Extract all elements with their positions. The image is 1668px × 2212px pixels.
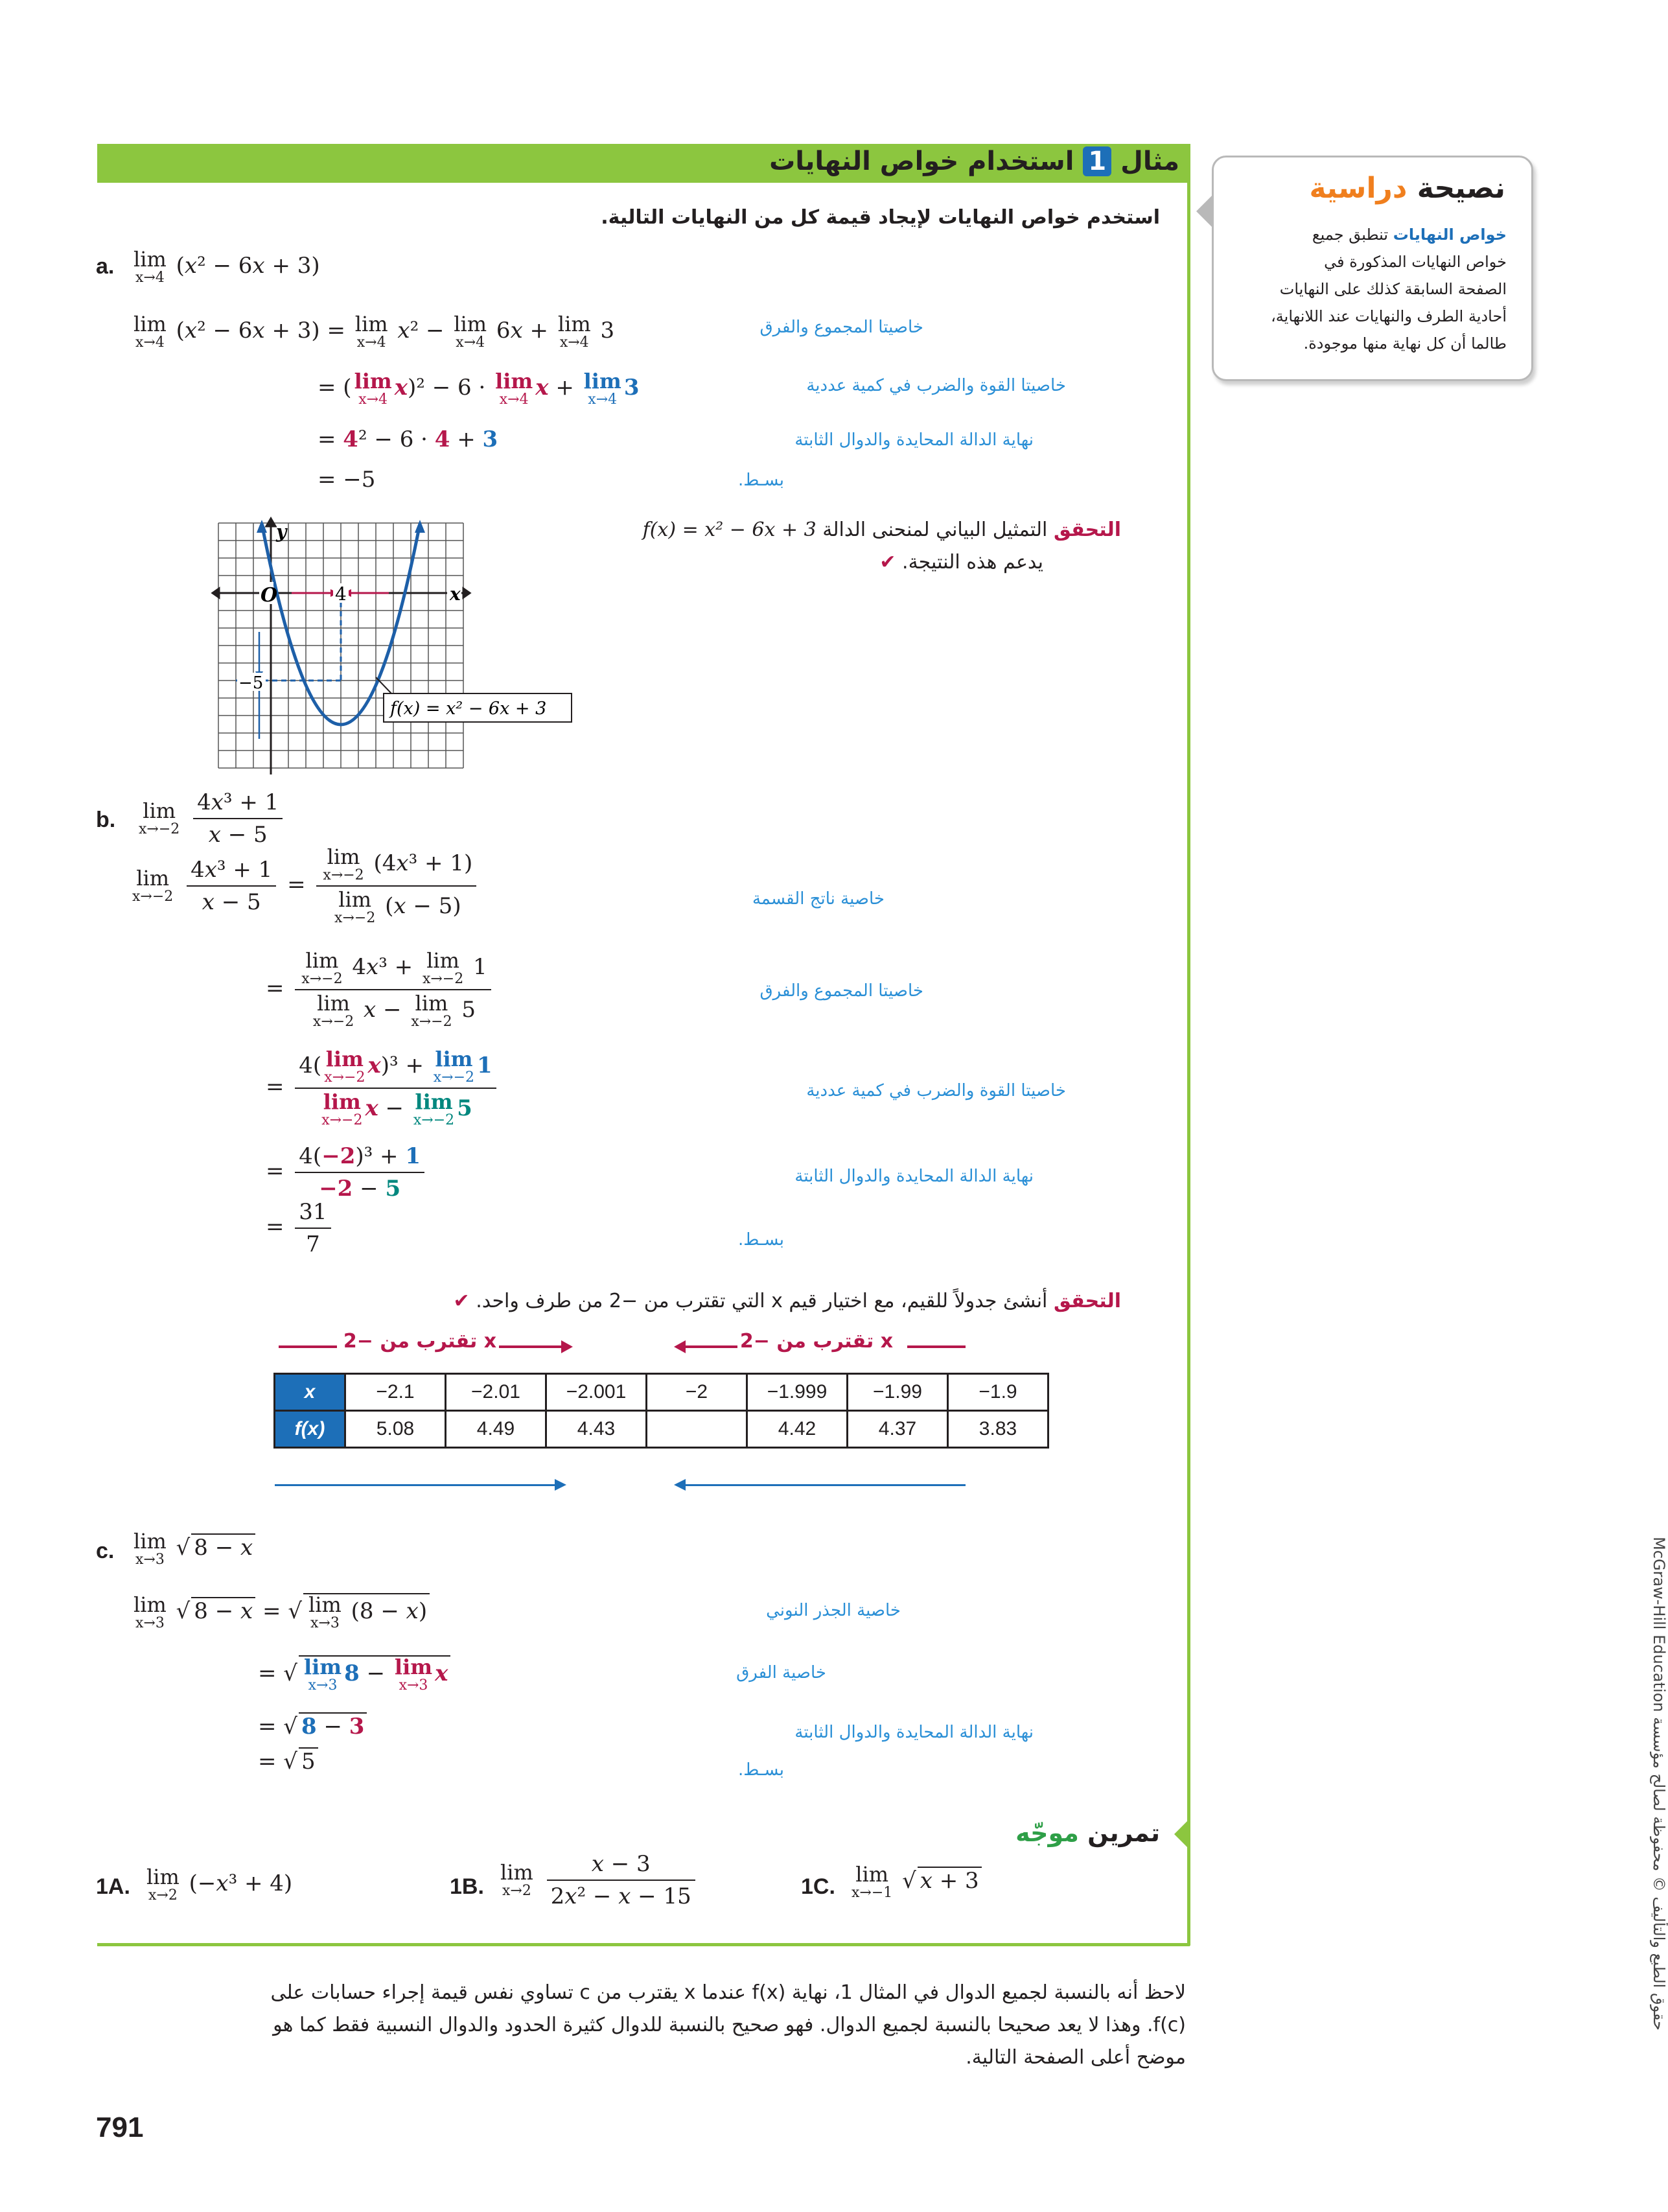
example-right-border — [1187, 144, 1190, 1946]
exercise-1c: lim x→−1 √ x + 3 — [849, 1864, 982, 1900]
part-b-problem: lim x→−2 $\frac{\text{4x³ + 1}}{x - 5}$ — [136, 789, 286, 848]
approach-left-arrowhead — [561, 1340, 573, 1353]
tick-4-label: 4 — [335, 583, 347, 605]
approach-left-line-a — [279, 1345, 337, 1348]
part-c-reason-4: بسـط. — [738, 1760, 784, 1780]
part-b-reason-1: خاصية ناتج القسمة — [752, 889, 885, 909]
parabola-right-arrow — [415, 520, 425, 533]
part-c-step-3: = √ 8 − 3 — [258, 1712, 367, 1740]
guided-practice-marker — [1174, 1820, 1188, 1848]
approach-right-arrowhead — [674, 1340, 686, 1353]
part-c-problem: lim x→3 √ 8 − x — [131, 1531, 255, 1567]
approach-left-line-b — [499, 1345, 564, 1348]
part-c-step-1: lim x→3 √ 8 − x = √ lim x→3 (8 − x) — [131, 1593, 430, 1631]
approach-right-label: x تقترب من −2 — [739, 1330, 894, 1353]
study-tip-title: نصيحة دراسية — [1309, 172, 1505, 205]
part-b-reason-3: خاصيتا القوة والضرب في كمية عددية — [806, 1081, 1066, 1100]
table-cell: 4.37 — [848, 1411, 948, 1448]
table-cell: 4.43 — [546, 1411, 647, 1448]
part-a-problem: lim x→4 (x² − 6x + 3) — [133, 247, 320, 286]
table-cell: 4.42 — [747, 1411, 848, 1448]
part-b-label: b. — [96, 808, 116, 832]
exercise-1a: lim x→2 (−x³ + 4) — [146, 1865, 293, 1903]
x-axis-label: x — [450, 583, 461, 605]
graph-grid — [218, 523, 463, 768]
values-table — [273, 1373, 1049, 1449]
check-mark-icon: ✔ — [453, 1290, 470, 1312]
table-cell: −2 — [647, 1374, 747, 1411]
approach-bottom-left-arrowhead — [555, 1479, 566, 1491]
table-cell: −2.001 — [546, 1374, 647, 1411]
approach-left-label: x تقترب من −2 — [343, 1330, 497, 1353]
exercise-1b: lim x→2 $\frac{x - 3}{\text{2x² − x − 15}}$ — [498, 1851, 699, 1909]
part-b-step-1: lim x→−2 $\frac{\text{4x³ + 1}}{x - 5}$ = lim x→−2 (4x³ + 1) lim x→−2 (x − 5) — [130, 846, 480, 926]
part-a-check: التحقق التمثيل البياني لمنحنى الدالة f(x) = x² − 6x + 3 — [642, 518, 1121, 541]
parabola-graph — [214, 518, 577, 778]
part-b-check: التحقق أنشئ جدولاً للقيم، مع اختيار قيم x التي تقترب من −2 من طرف واحد. ✔ — [453, 1290, 1121, 1312]
approach-right-line-b — [907, 1345, 966, 1348]
copyright-vertical: حقوق الطبع والتأليف © محفوظة لصالح مؤسسة McGraw-Hill Education — [1650, 1537, 1668, 2031]
example-title: مثال 1 استخدام خواص النهايات — [769, 146, 1179, 176]
table-header-x: x — [275, 1374, 345, 1411]
table-cell: −2.01 — [446, 1374, 546, 1411]
origin-label: O — [261, 584, 278, 607]
part-b-step-3: = 4( lim x→−2 x)³ + lim x→−2 1 lim x→−2 x − lim x→−2 5 — [266, 1049, 500, 1128]
table-cell: −1.9 — [948, 1374, 1048, 1411]
part-b-step-2: = lim x→−2 4x³ + lim x→−2 1 lim x→−2 x − lim x→−2 5 — [266, 950, 495, 1029]
part-c-result: = √ 5 — [258, 1747, 318, 1775]
part-b-reason-2: خاصيتا المجموع والفرق — [759, 981, 923, 1001]
guided-practice-title: تمرين موجّه — [1015, 1819, 1160, 1847]
part-a-reason-2: خاصيتا القوة والضرب في كمية عددية — [806, 376, 1066, 395]
table-cell: 5.08 — [345, 1411, 446, 1448]
exercise-1c-label: 1C. — [801, 1874, 835, 1899]
part-b-result: = $\frac{31}{7}$ — [266, 1199, 335, 1257]
page-number: 791 — [96, 2112, 144, 2143]
part-a-reason-1: خاصيتا المجموع والفرق — [759, 318, 923, 337]
approach-right-line-a — [686, 1345, 737, 1348]
example-instruction: استخدم خواص النهايات لإيجاد قيمة كل من النهايات التالية. — [601, 206, 1160, 229]
closing-paragraph: لاحظ أنه بالنسبة لجميع الدوال في المثال 1، نهاية f(x) عندما x يقترب من c تساوي نفس قيمة إجراء حسابات على f(c). وهذا لا يعد صحيحا بالنسبة لجميع الدوال. فهو صحيح بالنسبة للدوال كثيرة الحدود والدوال النسبية فقط كما هو موضح أعلى الصفحة التالية. — [270, 1981, 1186, 2069]
part-c-label: c. — [96, 1539, 115, 1563]
part-a-check-line2: يدعم هذه النتيجة. ✔ — [879, 551, 1043, 574]
part-a-step-2: = ( lim x→4 x)² − 6 · lim x→4 x + lim x→4 3 — [318, 369, 640, 408]
part-a-result: = −5 — [318, 467, 376, 493]
table-cell — [647, 1411, 747, 1448]
part-c-step-2: = √ lim x→3 8 − lim x→3 x — [258, 1655, 450, 1693]
study-tip-box — [1212, 156, 1533, 381]
part-a-reason-3: نهاية الدالة المحايدة والدوال الثابتة — [794, 430, 1034, 450]
part-a-label: a. — [96, 254, 115, 279]
check-mark-icon: ✔ — [879, 551, 896, 574]
callout-pointer — [376, 677, 391, 693]
approach-bottom-right-line — [686, 1484, 966, 1486]
table-cell: 3.83 — [948, 1411, 1048, 1448]
part-a-step-3: = 4² − 6 · 4 + 3 — [318, 426, 498, 452]
table-row — [275, 1411, 1048, 1448]
part-b-reason-5: بسـط. — [738, 1230, 784, 1250]
part-c-reason-1: خاصية الجذر النوني — [766, 1601, 901, 1620]
example-bottom-border — [97, 1943, 1190, 1946]
exercise-1a-label: 1A. — [96, 1874, 130, 1899]
table-header-fx: f(x) — [275, 1411, 345, 1448]
table-cell: −2.1 — [345, 1374, 446, 1411]
table-cell: −1.999 — [747, 1374, 848, 1411]
table-row — [275, 1374, 1048, 1411]
part-a-step-1: lim x→4 (x² − 6x + 3) = lim x→4 x² − lim x→4 6x + lim x→4 3 — [133, 312, 615, 351]
part-c-reason-2: خاصية الفرق — [736, 1663, 826, 1682]
approach-bottom-left-line — [275, 1484, 557, 1486]
table-cell: −1.99 — [848, 1374, 948, 1411]
study-tip-pointer — [1196, 194, 1213, 228]
study-tip-text: خواص النهايات تنطبق جميع خواص النهايات المذكورة في الصفحة السابقة كذلك على النهايات أحادية الطرف والنهايات عند اللانهاية، طالما أن كل نهاية منها موجودة. — [1271, 226, 1507, 353]
table-cell: 4.49 — [446, 1411, 546, 1448]
callout-label: f(x) = x² − 6x + 3 — [390, 699, 547, 719]
part-b-step-4: = $\frac{\text{4(−2)³ + 1}}{-2 - 5}$ — [266, 1143, 428, 1202]
part-a-reason-4: بسـط. — [738, 471, 784, 490]
approach-bottom-right-arrowhead — [674, 1479, 686, 1491]
y-axis-label: y — [276, 521, 287, 542]
part-b-reason-4: نهاية الدالة المحايدة والدوال الثابتة — [794, 1167, 1034, 1186]
exercise-1b-label: 1B. — [450, 1874, 484, 1899]
tick-neg5-label: −5 — [238, 673, 264, 693]
part-c-reason-3: نهاية الدالة المحايدة والدوال الثابتة — [794, 1723, 1034, 1742]
